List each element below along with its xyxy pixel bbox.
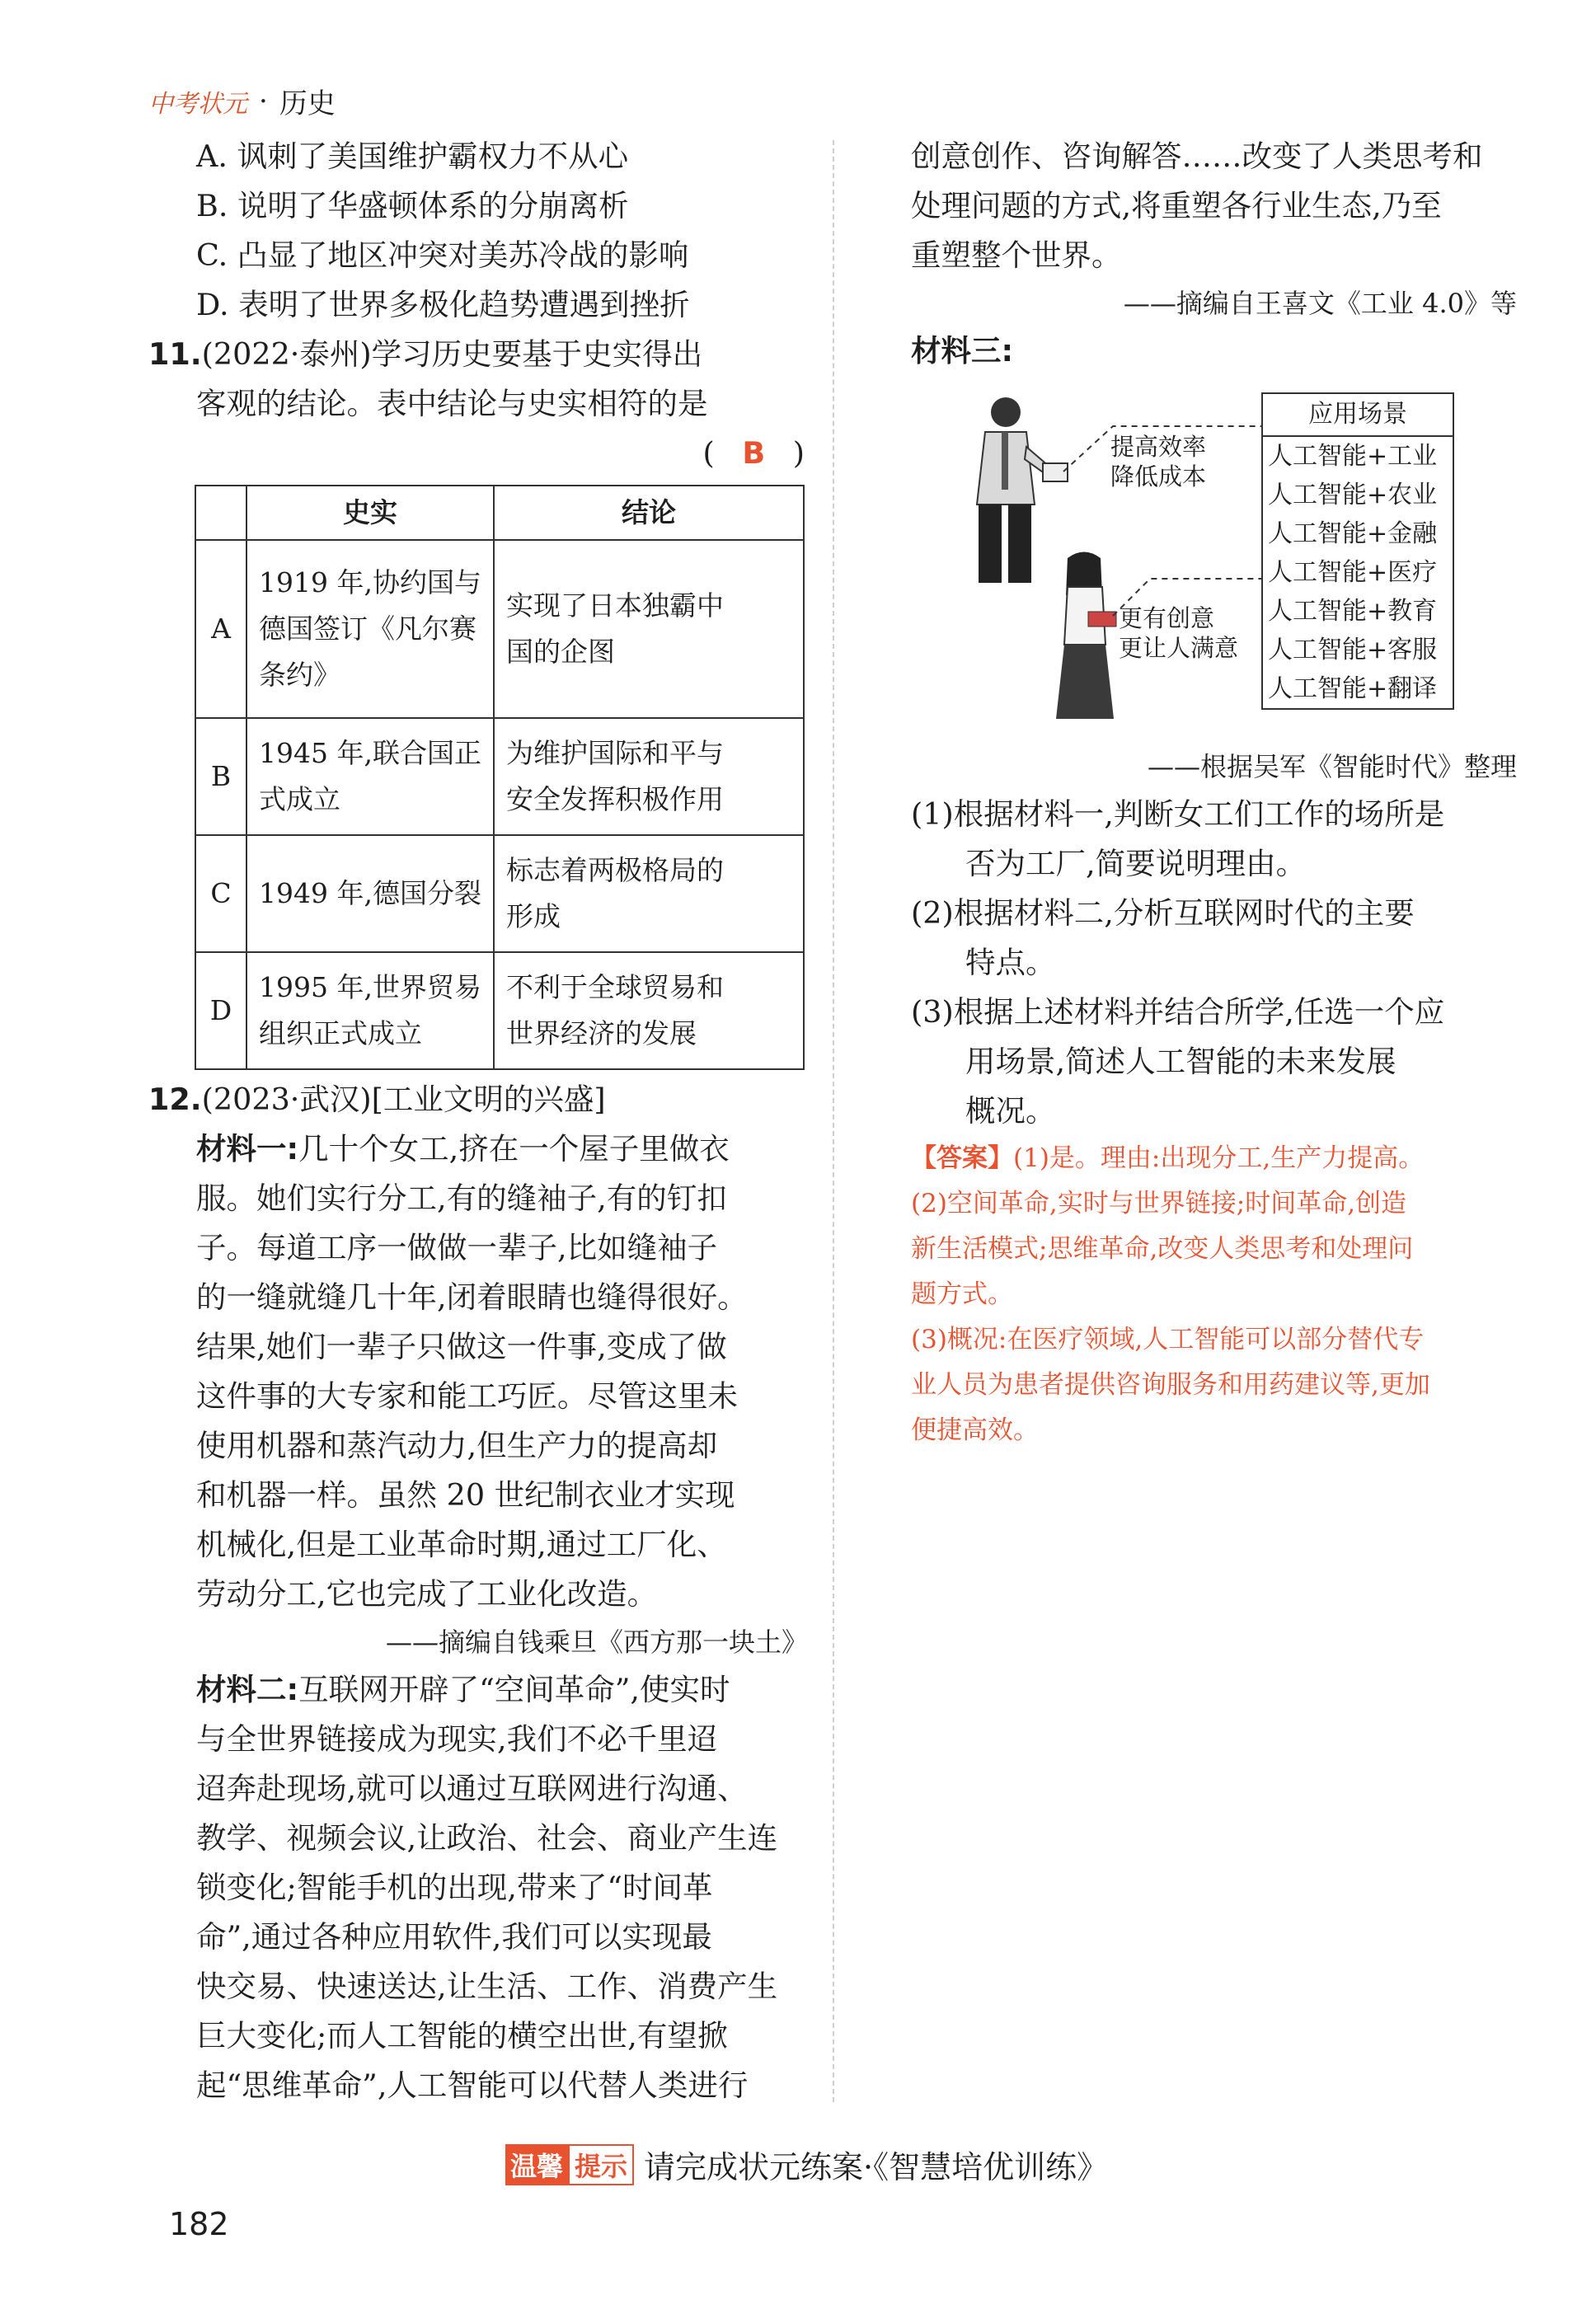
answer-line: (2)空间革命,实时与世界链接;时间革命,创造 <box>911 1189 1407 1218</box>
question-1-cont: 否为工厂,简要说明理由。 <box>965 846 1307 881</box>
tip-label-warm: 温馨 <box>505 2144 568 2185</box>
m2-label: 材料二: <box>196 1672 299 1707</box>
row-key: D <box>195 952 246 1069</box>
q11-stem-line1: (2022·泰州)学习历史要基于史实得出 <box>201 336 703 372</box>
table-row <box>195 718 804 835</box>
m2-cont-line: 创意创作、咨询解答……改变了人类思考和 <box>911 138 1483 174</box>
m1-line: 结果,她们一辈子只做这一件事,变成了做 <box>196 1329 727 1364</box>
m1-line: 服。她们实行分工,有的缝袖子,有的钉扣 <box>196 1180 727 1216</box>
question-2-cont: 特点。 <box>965 945 1056 980</box>
header-dot: · <box>259 84 268 118</box>
fact-line: 组织正式成立 <box>259 1017 422 1049</box>
row-fact <box>246 835 494 952</box>
q11-stem-line2: 客观的结论。表中结论与史实相符的是 <box>196 386 708 421</box>
conclusion-line: 国的企图 <box>506 636 615 668</box>
label-efficiency <box>1110 432 1206 491</box>
m2-line: 教学、视频会议,让政治、社会、商业产生连 <box>196 1820 778 1856</box>
row-fact <box>246 540 494 718</box>
scenario-title: 应用场景 <box>1263 394 1453 437</box>
man-figure-icon <box>977 397 1068 583</box>
scenario-item: 人工智能+翻译 <box>1268 674 1438 703</box>
woman-figure-icon <box>1056 552 1116 720</box>
subject-title: 历史 <box>279 87 336 120</box>
table-header-row <box>195 486 804 540</box>
fact-line: 1945 年,联合国正 <box>259 737 481 769</box>
conclusion-line: 世界经济的发展 <box>506 1017 697 1049</box>
scenario-item: 人工智能+农业 <box>1268 481 1438 509</box>
option-b: B. 说明了华盛顿体系的分崩离析 <box>196 188 629 223</box>
m2-line <box>148 1665 808 1715</box>
answer-line: 便捷高效。 <box>911 1415 1039 1445</box>
question-no: (3) <box>911 994 954 1030</box>
m2-line: 锁变化;智能手机的出现,带来了“时间革 <box>196 1870 713 1905</box>
fact-line: 1949 年,德国分裂 <box>259 877 481 909</box>
conclusion-line: 不利于全球贸易和 <box>506 971 724 1003</box>
row-conclusion <box>494 718 804 835</box>
fact-line: 条约》 <box>259 659 340 691</box>
page-number: 182 <box>169 2206 229 2242</box>
ai-illustration <box>911 381 1517 744</box>
conclusion-line: 为维护国际和平与 <box>506 737 724 769</box>
row-conclusion <box>494 835 804 952</box>
question-text: 根据材料二,分析互联网时代的主要 <box>953 895 1415 931</box>
conclusion-line: 实现了日本独霸中 <box>506 589 724 622</box>
q12-number: 12. <box>148 1082 202 1117</box>
label-creativity <box>1119 603 1238 663</box>
tip-label-hint: 提示 <box>568 2144 634 2185</box>
answer-text: (1)是。理由:出现分工,生产力提高。 <box>1013 1143 1425 1173</box>
question-text: 根据上述材料并结合所学,任选一个应 <box>953 994 1445 1030</box>
option-d: D. 表明了世界多极化趋势遭遇到挫折 <box>196 287 690 322</box>
table-header-blank <box>195 486 246 540</box>
question-text: 根据材料一,判断女工们工作的场所是 <box>953 796 1445 832</box>
table-header-fact: 史实 <box>246 486 494 540</box>
row-conclusion <box>494 540 804 718</box>
m3-source: ——根据吴军《智能时代》整理 <box>1147 751 1517 782</box>
row-key: A <box>195 540 246 718</box>
m1-line: 和机器一样。虽然 20 世纪制衣业才实现 <box>196 1477 735 1513</box>
scenario-item: 人工智能+医疗 <box>1268 558 1438 587</box>
right-column <box>911 132 1517 1453</box>
m1-line: 机械化,但是工业革命时期,通过工厂化、 <box>196 1527 727 1562</box>
conclusion-line: 安全发挥积极作用 <box>506 783 724 815</box>
answer-tag: 【答案】 <box>911 1143 1013 1173</box>
option-c: C. 凸显了地区冲突对美苏冷战的影响 <box>196 237 689 273</box>
m1-line: 这件事的大专家和能工巧匠。尽管这里未 <box>196 1378 738 1414</box>
table-row <box>195 952 804 1069</box>
m1-line <box>148 1124 808 1174</box>
table-header-conclusion: 结论 <box>494 486 804 540</box>
scenario-item: 人工智能+工业 <box>1268 442 1438 471</box>
fact-line: 1995 年,世界贸易 <box>259 971 481 1003</box>
m2-line: 巨大变化;而人工智能的横空出世,有望掀 <box>196 2018 728 2053</box>
fact-line: 1919 年,协约国与 <box>259 566 481 598</box>
q11-answer: B <box>742 435 766 471</box>
answer-line: 新生活模式;思维革命,改变人类思考和处理问 <box>911 1234 1414 1264</box>
m1-line: 的一缝就缝几十年,闭着眼睛也缝得很好。 <box>196 1279 748 1315</box>
m2-cont-line: 处理问题的方式,将重塑各行业生态,乃至 <box>911 188 1442 223</box>
page-header <box>148 81 336 121</box>
m2-line: 与全世界链接成为现实,我们不必千里迢 <box>196 1721 718 1757</box>
label-line: 更有创意 <box>1119 604 1215 632</box>
m2-text: 互联网开辟了“空间革命”,使实时 <box>298 1672 730 1707</box>
m3-label: 材料三: <box>911 333 1014 368</box>
history-table <box>195 485 805 1070</box>
option-a: A. 讽刺了美国维护霸权力不从心 <box>196 138 629 174</box>
answer-line: 题方式。 <box>911 1279 1013 1309</box>
row-fact <box>246 718 494 835</box>
m1-label: 材料一: <box>196 1131 299 1166</box>
column-divider <box>833 140 834 2102</box>
m2-line: 快交易、快速送达,让生活、工作、消费产生 <box>196 1969 778 2004</box>
m2-line: 命”,通过各种应用软件,我们可以实现最 <box>196 1919 712 1955</box>
scenario-box <box>1261 392 1454 710</box>
answer-line <box>911 1136 1517 1181</box>
scenario-item: 人工智能+客服 <box>1268 636 1438 664</box>
question-3-cont: 概况。 <box>965 1093 1056 1129</box>
label-line: 降低成本 <box>1110 462 1207 490</box>
question-no: (1) <box>911 796 954 832</box>
label-line: 更让人满意 <box>1119 634 1239 662</box>
answer-line: (3)概况:在医疗领域,人工智能可以部分替代专 <box>911 1325 1425 1354</box>
m1-line: 使用机器和蒸汽动力,但生产力的提高却 <box>196 1428 718 1463</box>
tip-text: 请完成状元练案·《智慧培优训练》 <box>644 2149 1109 2185</box>
question-1 <box>911 790 1517 839</box>
bracket-close: ) <box>792 435 805 471</box>
bracket-open: ( <box>702 435 715 471</box>
m1-source: ——摘编自钱乘旦《西方那一块土》 <box>385 1626 808 1658</box>
scenario-item: 人工智能+教育 <box>1268 597 1438 626</box>
question-3 <box>911 988 1517 1037</box>
q12-stem <box>148 1075 808 1124</box>
conclusion-line: 形成 <box>506 900 561 932</box>
q12-stem-text: (2023·武汉)[工业文明的兴盛] <box>201 1082 606 1117</box>
table-row <box>195 540 804 718</box>
row-key: B <box>195 718 246 835</box>
q11-stem <box>148 330 808 379</box>
answer-line: 业人员为患者提供咨询服务和用药建议等,更加 <box>911 1370 1430 1400</box>
conclusion-line: 标志着两极格局的 <box>506 854 724 886</box>
left-column <box>148 132 808 2110</box>
m1-text: 几十个女工,挤在一个屋子里做衣 <box>298 1131 730 1166</box>
m2-line: 起“思维革命”,人工智能可以代替人类进行 <box>196 2068 749 2103</box>
brand-logo: 中考状元 <box>148 89 247 119</box>
q11-number: 11. <box>148 336 202 372</box>
row-fact <box>246 952 494 1069</box>
m2-source: ——摘编自王喜文《工业 4.0》等 <box>1123 288 1517 319</box>
row-conclusion <box>494 952 804 1069</box>
question-3-cont: 用场景,简述人工智能的未来发展 <box>965 1044 1396 1079</box>
fact-line: 式成立 <box>259 783 340 815</box>
m2-cont-line: 重塑整个世界。 <box>911 237 1122 273</box>
fact-line: 德国签订《凡尔赛 <box>259 613 476 645</box>
q11-answer-bracket <box>148 429 808 478</box>
m2-line: 迢奔赴现场,就可以通过互联网进行沟通、 <box>196 1771 748 1806</box>
m1-line: 子。每道工序一做做一辈子,比如缝袖子 <box>196 1230 718 1265</box>
question-2 <box>911 889 1517 938</box>
footer-tip <box>505 2142 1108 2187</box>
table-row <box>195 835 804 952</box>
row-key: C <box>195 835 246 952</box>
question-no: (2) <box>911 895 954 931</box>
m1-line: 劳动分工,它也完成了工业化改造。 <box>196 1576 658 1612</box>
scenario-item: 人工智能+金融 <box>1268 519 1438 548</box>
label-line: 提高效率 <box>1110 433 1207 461</box>
